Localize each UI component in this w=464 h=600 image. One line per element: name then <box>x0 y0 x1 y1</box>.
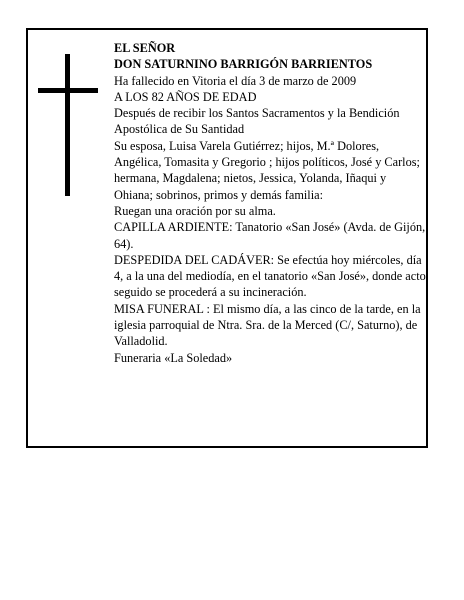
funeral-mass-paragraph: MISA FUNERAL : El mismo día, a las cinco de la tarde, en la iglesia parroquial de Ntra. Sra. de la Merced (C/, Saturno), de Valladolid. <box>114 301 421 349</box>
obituary-text <box>114 40 426 366</box>
deceased-name: DON SATURNINO BARRIGÓN BARRIENTOS <box>114 57 373 72</box>
funeral-home: Funeraria «La Soledad» <box>114 350 233 365</box>
farewell-paragraph: DESPEDIDA DEL CADÁVER: Se efectúa hoy miércoles, día 4, a la una del mediodía, en el tanatorio «San José», donde acto seguido se procederá a su incineración. <box>114 252 426 300</box>
prayer-request: Ruegan una oración por su alma. <box>114 203 276 218</box>
cross-vertical-bar <box>65 54 70 196</box>
family-paragraph: Su esposa, Luisa Varela Gutiérrez; hijos, M.ª Dolores, Angélica, Tomasita y Gregorio ; hijos políticos, José y Carlos; hermana, Magdalena; nietos, Jessica, Yolanda, Iñaqui y Ohiana; sobrinos, primos y demás familia: <box>114 138 420 202</box>
cross-icon <box>38 54 98 196</box>
title-line: EL SEÑOR <box>114 41 176 55</box>
cross-horizontal-bar <box>38 88 98 93</box>
age-line: A LOS 82 AÑOS DE EDAD <box>114 89 257 104</box>
death-announcement: Ha fallecido en Vitoria el día 3 de marzo de 2009 <box>114 73 357 88</box>
sacraments-paragraph: Después de recibir los Santos Sacramentos y la Bendición Apostólica de Su Santidad <box>114 106 400 137</box>
chapel-paragraph: CAPILLA ARDIENTE: Tanatorio «San José» (Avda. de Gijón, 64). <box>114 220 426 251</box>
